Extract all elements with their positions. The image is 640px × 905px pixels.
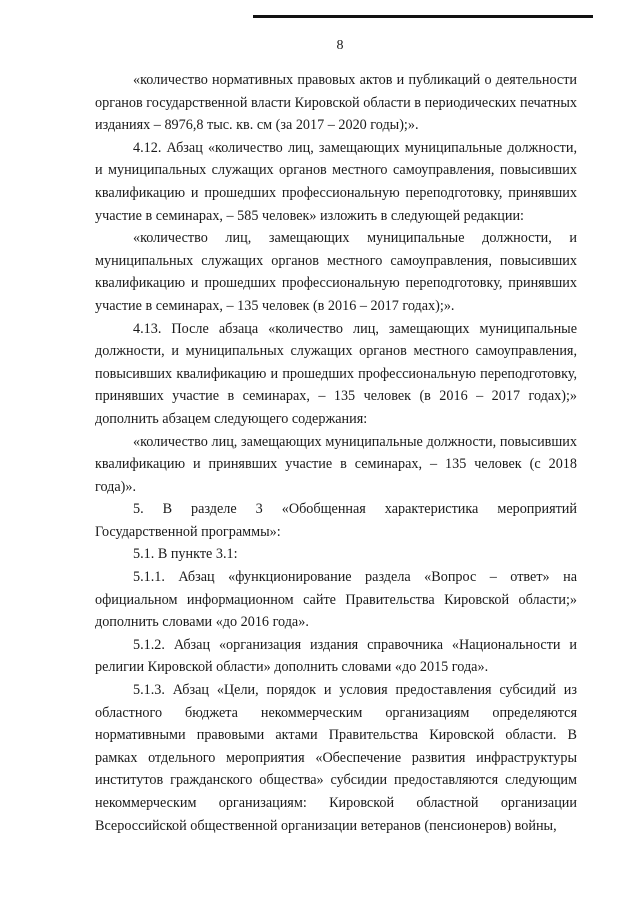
page-number: 8 [336, 38, 344, 53]
paragraph-1: «количество нормативных правовых актов и публикаций о деятельности органов государственной власти Кировской области в периодических печатных изданиях – 8976,8 тыс. кв. см (за 2017 – 2020 годы);». [95, 72, 577, 134]
paragraph-4-12: 4.12. Абзац «количество лиц, замещающих муниципальные должности, и муниципальных служащих органов местного самоуправления, повысивших квалификацию и прошедших профессиональную переподготовку, принявших участие в семинарах, – 585 человек» изложить в следующей редакции: [95, 139, 577, 224]
header-rule [253, 15, 593, 18]
paragraph-5-1: 5.1. В пункте 3.1: [133, 546, 238, 563]
paragraph-4-13: 4.13. После абзаца «количество лиц, замещающих муниципальные должности, и муниципальных служащих органов местного самоуправления, повысивших квалификацию и прошедших профессиональную переподготовку, принявших участие в семинарах, – 135 человек (в 2016 – 2017 годах);» дополнить абзацем следующего содержания: [95, 320, 577, 427]
paragraph-5: 5. В разделе 3 «Обобщенная характеристика мероприятий Государственной программы»: [95, 501, 577, 540]
paragraph-5-1-2: 5.1.2. Абзац «организация издания справочника «Национальности и религии Кировской области» дополнить словами «до 2015 года». [95, 636, 577, 676]
paragraph-5-1-1: 5.1.1. Абзац «функционирование раздела «Вопрос – ответ» на официальном информационном сайте Правительства Кировской области;» дополнить словами «до 2016 года». [95, 569, 577, 631]
paragraph-5-1-3: 5.1.3. Абзац «Цели, порядок и условия предоставления субсидий из областного бюджета некоммерческим организациям определяются нормативными правовыми актами Правительства Кировской области. В рамках отдельного мероприятия «Обеспечение развития инфраструктуры институтов гражданского общества» субсидии предоставляются следующим некоммерческим организациям: Кировской областной организации Всероссийской общественной организации ветеранов (пенсионеров) войны, [95, 682, 577, 834]
paragraph-quote-135: «количество лиц, замещающих муниципальные должности, и муниципальных служащих органов местного самоуправления, повысивших квалификацию и прошедших профессиональную переподготовку, принявших участие в семинарах, – 135 человек (в 2016 – 2017 годах);». [95, 230, 577, 314]
document-body [95, 69, 577, 837]
paragraph-quote-2018: «количество лиц, замещающих муниципальные должности, повысивших квалификацию и принявших участие в семинарах, – 135 человек (с 2018 года)». [95, 433, 577, 495]
